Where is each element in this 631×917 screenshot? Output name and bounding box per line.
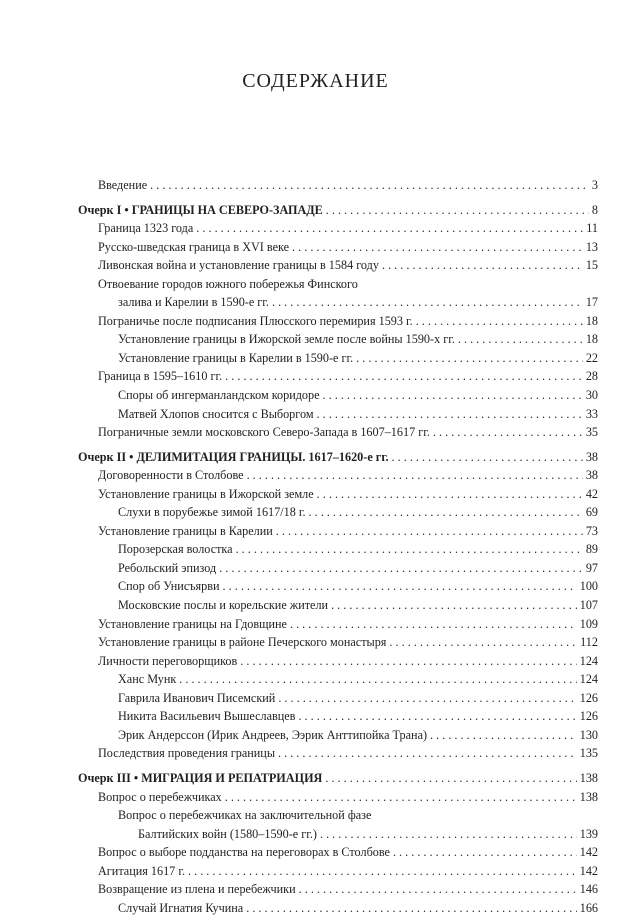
toc-entry (78, 503, 598, 522)
toc-entry (78, 559, 598, 578)
toc-entry (78, 275, 598, 294)
toc-dot-leader (299, 880, 577, 899)
toc-page-number: 73 (585, 523, 598, 538)
toc-entry (78, 386, 598, 405)
toc-page-number: 28 (585, 369, 598, 384)
toc-entry (78, 843, 598, 862)
toc-dot-leader (392, 448, 583, 467)
toc-page-number: 18 (585, 332, 598, 347)
toc-page-number: 42 (585, 486, 598, 501)
toc-entry (78, 312, 598, 331)
toc-dot-leader (416, 312, 583, 331)
toc-dot-leader (356, 349, 583, 368)
toc-page-number: 126 (579, 690, 598, 705)
toc-chapter-entry (78, 448, 598, 467)
toc-entry (78, 744, 598, 763)
toc-page-number: 22 (585, 350, 598, 365)
toc-dot-leader (326, 201, 589, 220)
toc-entry-title: Ханс Мунк (118, 672, 177, 687)
toc-dot-leader (150, 176, 589, 195)
toc-page-number: 38 (585, 449, 598, 464)
table-of-contents (78, 176, 598, 917)
toc-entry (78, 577, 598, 596)
toc-dot-leader (247, 466, 583, 485)
toc-dot-leader (179, 670, 576, 689)
toc-dot-leader (382, 256, 583, 275)
toc-page-number: 69 (585, 505, 598, 520)
toc-dot-leader (246, 899, 577, 917)
toc-dot-leader (272, 293, 583, 312)
toc-dot-leader (331, 596, 577, 615)
toc-dot-leader (298, 707, 576, 726)
toc-dot-leader (309, 503, 583, 522)
toc-page-number: 130 (579, 727, 598, 742)
toc-entry-title: Вопрос о перебежчиках на заключительной фазе (118, 808, 372, 823)
toc-page-number: 142 (579, 863, 598, 878)
toc-dot-leader (196, 219, 583, 238)
toc-entry-title: Московские послы и корельские жители (118, 598, 329, 613)
toc-page-number: 107 (579, 598, 598, 613)
toc-page-number: 15 (585, 258, 598, 273)
toc-page-number: 30 (585, 388, 598, 403)
toc-entry-title: Матвей Хлопов сносится с Выборгом (118, 406, 314, 421)
toc-entry-title: Споры об ингерманландском коридоре (118, 388, 320, 403)
toc-entry-title: Пограничье после подписания Плюсского перемирия 1593 г. (98, 313, 413, 328)
toc-entry-title: Очерк III • МИГРАЦИЯ И РЕПАТРИАЦИЯ (78, 770, 323, 785)
toc-page-number: 3 (591, 178, 598, 192)
toc-entry (78, 219, 598, 238)
toc-entry-title: Русско-шведская граница в XVI веке (98, 239, 290, 254)
toc-entry (78, 862, 598, 881)
toc-page-number: 142 (579, 845, 598, 860)
toc-entry (78, 880, 598, 899)
toc-entry-title: Гаврила Иванович Писемский (118, 690, 276, 705)
toc-dot-leader (393, 843, 577, 862)
toc-dot-leader (188, 862, 577, 881)
toc-page-number: 109 (579, 616, 598, 631)
toc-entry-title: Личности переговорщиков (98, 653, 238, 668)
toc-entry (78, 825, 598, 844)
toc-entry (78, 670, 598, 689)
toc-entry-title: Порозерская волостка (118, 542, 233, 557)
toc-page-number: 11 (586, 221, 598, 236)
toc-dot-leader (278, 689, 576, 708)
toc-dot-leader (430, 726, 577, 745)
toc-entry (78, 806, 598, 825)
toc-page-number: 35 (585, 425, 598, 440)
toc-page-number: 97 (585, 560, 598, 575)
toc-entry (78, 405, 598, 424)
toc-dot-leader (278, 744, 577, 763)
toc-entry (78, 367, 598, 386)
toc-page-number: 139 (579, 826, 598, 841)
toc-entry (78, 615, 598, 634)
toc-entry-title: Балтийских войн (1580–1590-е гг.) (138, 826, 317, 841)
toc-entry-title: Ливонская война и установление границы в 1584 году (98, 258, 379, 273)
toc-entry (78, 689, 598, 708)
toc-entry-title: Пограничные земли московского Северо-Запада в 1607–1617 гг. (98, 425, 430, 440)
toc-page-number: 124 (579, 653, 598, 668)
toc-entry-title: Установление границы в Ижорской земле (98, 486, 314, 501)
toc-entry (78, 633, 598, 652)
toc-dot-leader (320, 825, 577, 844)
toc-entry (78, 330, 598, 349)
toc-entry-title: Граница 1323 года (98, 221, 194, 236)
toc-page-number: 112 (580, 635, 598, 650)
toc-entry-title: залива и Карелии в 1590-е гг. (118, 295, 269, 310)
toc-page-number: 100 (579, 579, 598, 594)
toc-page-number: 38 (585, 468, 598, 483)
toc-dot-leader (236, 540, 583, 559)
toc-page-number: 135 (579, 746, 598, 761)
toc-entry (78, 707, 598, 726)
toc-entry-title: Последствия проведения границы (98, 746, 276, 761)
toc-entry (78, 652, 598, 671)
toc-page-number: 124 (579, 672, 598, 687)
toc-dot-leader (317, 405, 583, 424)
toc-dot-leader (240, 652, 576, 671)
toc-entry-title: Очерк I • ГРАНИЦЫ НА СЕВЕРО-ЗАПАДЕ (78, 202, 323, 217)
toc-entry (78, 899, 598, 917)
toc-page-number: 89 (585, 542, 598, 557)
toc-entry (78, 293, 598, 312)
toc-entry-title: Вопрос о перебежчиках (98, 789, 222, 804)
toc-entry (78, 485, 598, 504)
toc-entry (78, 466, 598, 485)
toc-dot-leader (433, 423, 583, 442)
toc-entry-title: Ребольский эпизод (118, 560, 217, 575)
toc-page-number: 17 (585, 295, 598, 310)
toc-entry (78, 540, 598, 559)
toc-entry-title: Возвращение из плена и перебежчики (98, 882, 296, 897)
toc-entry-title: Никита Васильевич Вышеславцев (118, 709, 296, 724)
toc-entry (78, 349, 598, 368)
toc-entry-title: Установление границы в районе Печерского монастыря (98, 635, 387, 650)
toc-dot-leader (225, 788, 577, 807)
toc-entry-title: Случай Игнатия Кучина (118, 900, 244, 915)
toc-page-number: 146 (579, 882, 598, 897)
toc-page-number: 13 (585, 239, 598, 254)
toc-dot-leader (317, 485, 583, 504)
toc-dot-leader (389, 633, 577, 652)
toc-entry (78, 522, 598, 541)
toc-dot-leader (219, 559, 583, 578)
toc-entry-title: Установление границы на Гдовщине (98, 616, 287, 631)
toc-dot-leader (458, 330, 583, 349)
toc-entry-title: Слухи в порубежье зимой 1617/18 г. (118, 505, 306, 520)
toc-dot-leader (225, 367, 583, 386)
toc-entry (78, 596, 598, 615)
toc-entry (78, 726, 598, 745)
toc-entry-title: Граница в 1595–1610 гг. (98, 369, 223, 384)
toc-page-number: 138 (579, 770, 598, 785)
toc-dot-leader (325, 769, 576, 788)
toc-chapter-entry (78, 201, 598, 220)
toc-dot-leader (292, 238, 583, 257)
toc-page-number: 8 (591, 202, 598, 217)
toc-entry-title: Агитация 1617 г. (98, 863, 185, 878)
toc-entry-title: Отвоевание городов южного побережья Финского (98, 276, 358, 291)
page-title: СОДЕРЖАНИЕ (242, 70, 389, 92)
toc-page-number: 18 (585, 313, 598, 328)
toc-entry (78, 788, 598, 807)
toc-page-number: 33 (585, 406, 598, 421)
toc-entry-title: Установление границы в Ижорской земле после войны 1590-х гг. (118, 332, 455, 347)
toc-entry (78, 176, 598, 195)
toc-entry-title: Спор об Унисъярви (118, 579, 220, 594)
toc-entry-title: Введение (98, 178, 148, 192)
toc-entry (78, 423, 598, 442)
toc-dot-leader (290, 615, 577, 634)
toc-entry-title: Эрик Андерссон (Ирик Андреев, Ээрик Анттипойка Трана) (118, 727, 428, 742)
toc-dot-leader (223, 577, 577, 596)
toc-dot-leader (276, 522, 583, 541)
toc-page-number: 166 (579, 900, 598, 915)
toc-entry-title: Вопрос о выборе подданства на переговорах в Столбове (98, 845, 390, 860)
toc-entry-title: Установление границы в Карелии (98, 523, 273, 538)
toc-chapter-entry (78, 769, 598, 788)
toc-entry-title: Договоренности в Столбове (98, 468, 244, 483)
toc-page-number: 126 (579, 709, 598, 724)
toc-entry (78, 238, 598, 257)
toc-page-number: 138 (579, 789, 598, 804)
toc-entry-title: Очерк II • ДЕЛИМИТАЦИЯ ГРАНИЦЫ. 1617–1620-е гг. (78, 449, 389, 464)
toc-entry (78, 256, 598, 275)
toc-dot-leader (323, 386, 583, 405)
toc-entry-title: Установление границы в Карелии в 1590-е гг. (118, 350, 354, 365)
